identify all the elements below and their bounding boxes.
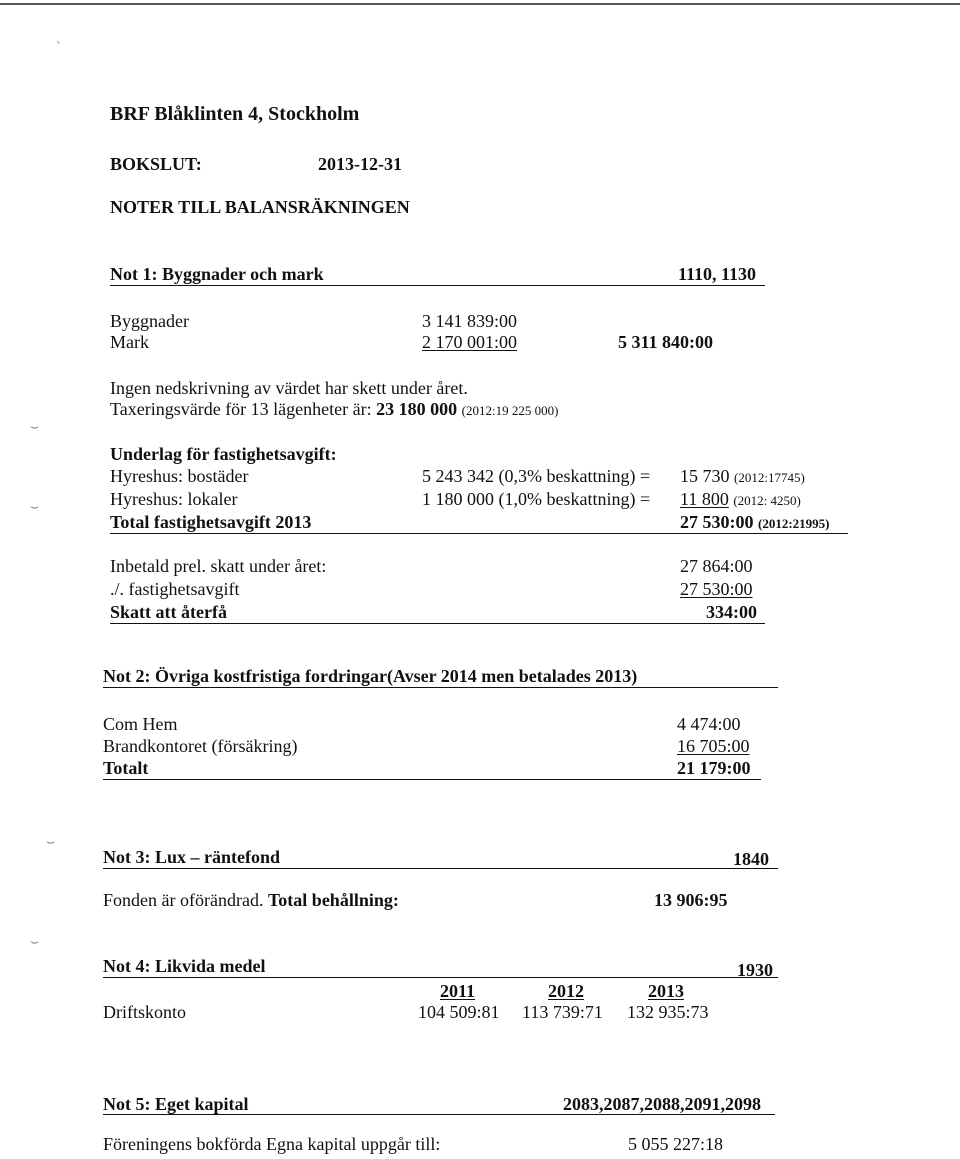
not3-heading: Not 3: Lux – räntefond [103, 847, 281, 867]
not1-heading-rule [110, 285, 765, 286]
fastighetsavgift-total-value: 27 530:00 [680, 512, 754, 532]
not3-account: 1840 [733, 849, 769, 869]
underlag-heading: Underlag för fastighetsavgift: [110, 444, 337, 464]
not5-heading: Not 5: Eget kapital [103, 1094, 249, 1114]
avgift-label: ./. fastighetsavgift [110, 579, 240, 599]
not4-year-header: 2013 [648, 981, 684, 1001]
not3-text-line [103, 889, 399, 911]
not3-text-prefix: Fonden är oförändrad. [103, 890, 264, 910]
not4-year-header: 2011 [440, 981, 476, 1001]
scan-edge-line [0, 3, 960, 5]
scan-margin-mark: ⌣ [30, 420, 40, 435]
bostader-value: 15 730 [680, 466, 730, 486]
not4-account: 1930 [737, 960, 773, 980]
taxering-value: 23 180 000 [376, 399, 458, 419]
not5-text: Föreningens bokförda Egna kapital uppgår till: [103, 1134, 441, 1154]
taxering-prev: (2012:19 225 000) [461, 403, 559, 418]
not5-heading-rule [103, 1114, 775, 1115]
aterfa-label: Skatt att återfå [110, 602, 227, 622]
lokaler-label: Hyreshus: lokaler [110, 489, 238, 509]
not3-value: 13 906:95 [654, 890, 728, 910]
not4-value: 132 935:73 [627, 1002, 709, 1022]
not3-text-bold: Total behållning: [267, 890, 399, 910]
not4-year-header: 2012 [548, 981, 584, 1001]
not1-note-line: Ingen nedskrivning av värdet har skett under året. [110, 378, 468, 398]
fastighetsavgift-total-line [680, 511, 830, 535]
not2-heading: Not 2: Övriga kostfristiga fordringar [103, 666, 387, 686]
not4-value: 104 509:81 [418, 1002, 500, 1022]
not2-total-label: Totalt [103, 758, 149, 778]
scan-margin-mark: ⌣ [46, 835, 56, 850]
scan-margin-mark: ⌣ [30, 500, 40, 515]
taxering-prefix: Taxeringsvärde för 13 lägenheter är: [110, 399, 372, 419]
not2-heading-suffix: (Avser 2014 men betalades 2013) [386, 666, 638, 686]
not2-total-value: 21 179:00 [677, 758, 751, 778]
not2-heading-line [103, 665, 637, 687]
not2-row-value: 16 705:00 [677, 736, 750, 756]
fastighetsavgift-rule [110, 533, 848, 534]
not2-total-rule [103, 779, 761, 780]
aterfa-value: 334:00 [706, 602, 757, 622]
not2-row-value: 4 474:00 [677, 714, 741, 734]
taxering-line [110, 398, 558, 422]
scan-margin-mark: ⌣ [30, 935, 40, 950]
not2-row-label: Com Hem [103, 714, 178, 734]
not4-row-label: Driftskonto [103, 1002, 186, 1022]
bokslut-label: BOKSLUT: [110, 154, 202, 174]
not5-accounts: 2083,2087,2088,2091,2098 [563, 1094, 761, 1114]
not2-heading-rule [103, 687, 778, 688]
bostader-prev: (2012:17745) [734, 470, 805, 485]
bokslut-date: 2013-12-31 [318, 154, 402, 174]
byggnader-value: 3 141 839:00 [422, 311, 518, 331]
mark-value: 2 170 001:00 [422, 332, 518, 352]
inbetald-value: 27 864:00 [680, 556, 753, 576]
scan-speck: ` [56, 40, 61, 55]
not1-accounts: 1110, 1130 [678, 264, 757, 284]
not1-total: 5 311 840:00 [618, 332, 714, 352]
not4-heading-rule [103, 977, 778, 978]
bostader-calc: 5 243 342 (0,3% beskattning) = [422, 466, 651, 486]
byggnader-label: Byggnader [110, 311, 189, 331]
mark-label: Mark [110, 332, 149, 352]
fastighetsavgift-total-prev: (2012:21995) [758, 516, 830, 531]
bostader-value-line [680, 465, 805, 489]
fastighetsavgift-total-label: Total fastighetsavgift 2013 [110, 512, 312, 532]
not4-value: 113 739:71 [522, 1002, 603, 1022]
lokaler-calc: 1 180 000 (1,0% beskattning) = [422, 489, 651, 509]
avgift-value: 27 530:00 [680, 579, 753, 599]
not2-row-label: Brandkontoret (försäkring) [103, 736, 298, 756]
lokaler-value-line [680, 488, 801, 512]
not5-value: 5 055 227:18 [628, 1134, 724, 1154]
not1-heading: Not 1: Byggnader och mark [110, 264, 324, 284]
not4-heading: Not 4: Likvida medel [103, 956, 266, 976]
inbetald-label: Inbetald prel. skatt under året: [110, 556, 327, 576]
lokaler-prev: (2012: 4250) [733, 493, 801, 508]
document-title: BRF Blåklinten 4, Stockholm [110, 103, 360, 125]
bostader-label: Hyreshus: bostäder [110, 466, 249, 486]
not3-heading-rule [103, 868, 778, 869]
document-subtitle: NOTER TILL BALANSRÄKNINGEN [110, 197, 410, 217]
aterfa-rule [110, 623, 765, 624]
lokaler-value: 11 800 [680, 489, 729, 509]
